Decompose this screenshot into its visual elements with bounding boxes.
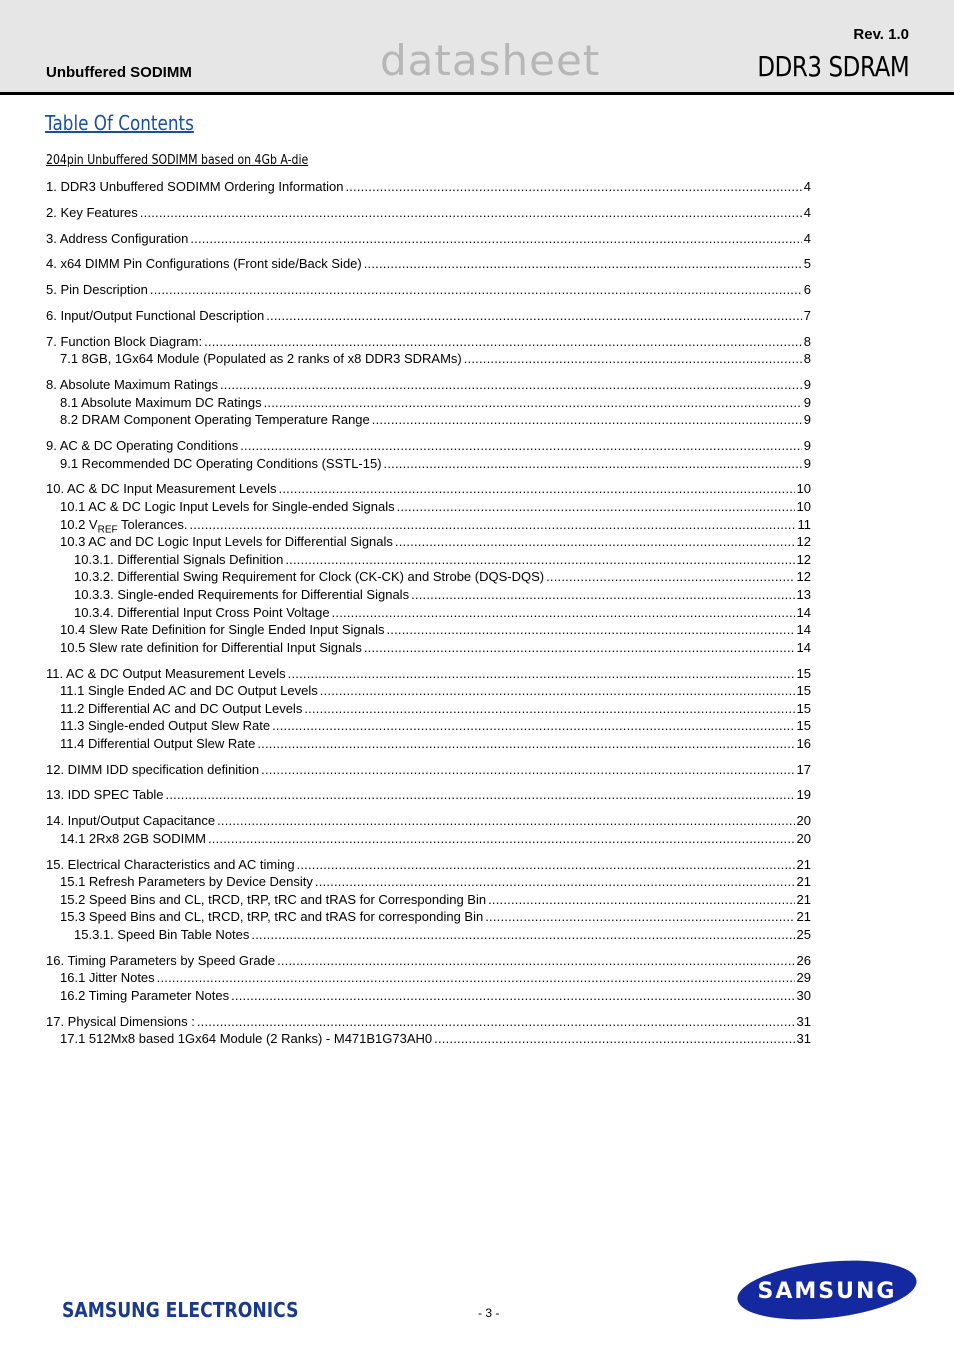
toc-entry-page: 8 (803, 333, 811, 349)
toc-entry-page: 9 (803, 412, 811, 428)
toc-entry-page: 11 (797, 516, 811, 532)
toc-entry-title: 15.2 Speed Bins and CL, tRCD, tRP, tRC and tRAS for Corresponding Bin (60, 891, 487, 907)
toc-entry[interactable] (46, 621, 811, 639)
toc-entry[interactable] (46, 700, 811, 718)
toc-entry[interactable] (46, 455, 811, 473)
product-type-label: Unbuffered SODIMM (46, 64, 192, 81)
toc-entry-title: 17. Physical Dimensions : (46, 1013, 195, 1029)
toc-entry-title: 7.1 8GB, 1Gx64 Module (Populated as 2 ranks of x8 DDR3 SDRAMs) (60, 351, 462, 367)
toc-entry[interactable] (46, 682, 811, 700)
toc-leader (384, 455, 802, 473)
toc-entry[interactable] (46, 178, 811, 196)
toc-entry[interactable] (46, 586, 811, 604)
toc-entry-page: 13 (796, 586, 811, 602)
toc-entry-title: 15.3.1. Speed Bin Table Notes (74, 927, 250, 942)
toc-leader (364, 639, 795, 657)
toc-entry-title: 6. Input/Output Functional Description (46, 307, 265, 323)
toc-entry-title: 15.1 Refresh Parameters by Device Density (60, 874, 313, 890)
toc-entry-title-part: 10.2 V (60, 516, 98, 532)
toc-entry[interactable] (46, 604, 811, 622)
toc-entry-title: 4. x64 DIMM Pin Configurations (Front side/Back Side) (46, 256, 362, 272)
toc-entry[interactable] (46, 830, 811, 848)
toc-entry-page: 6 (803, 282, 811, 298)
logo-text: SAMSUNG (757, 1279, 897, 1304)
toc-entry[interactable] (46, 307, 811, 325)
toc-entry-page: 21 (796, 909, 811, 925)
toc-leader (411, 586, 794, 604)
toc-leader (220, 376, 802, 394)
toc-entry[interactable] (46, 498, 811, 516)
toc-leader (190, 230, 801, 248)
toc-leader (208, 830, 795, 848)
toc-leader (395, 533, 795, 551)
toc-entry[interactable] (46, 812, 811, 830)
toc-entry-page: 15 (796, 683, 811, 699)
toc-entry-page: 25 (796, 927, 811, 942)
toc-entry[interactable] (46, 533, 811, 551)
toc-entry-title: 1. DDR3 Unbuffered SODIMM Ordering Information (46, 179, 344, 194)
toc-entry-page: 21 (796, 891, 811, 907)
toc-leader (266, 307, 802, 325)
toc-leader (157, 969, 795, 987)
toc-entry[interactable] (46, 987, 811, 1005)
toc-entry-page: 15 (796, 665, 811, 681)
toc-entry-page: 29 (796, 970, 811, 986)
toc-entry[interactable] (46, 394, 811, 412)
toc-entry-page: 8 (803, 351, 811, 367)
toc-leader (150, 281, 802, 299)
toc-leader (257, 735, 794, 753)
toc-entry[interactable] (46, 952, 811, 970)
toc-entry-page: 14 (796, 604, 811, 620)
toc-entry-title: 10.4 Slew Rate Definition for Single Ended Input Signals (60, 622, 385, 638)
toc-leader (397, 498, 795, 516)
toc-entry-title: 9.1 Recommended DC Operating Conditions (SSTL-15) (60, 455, 382, 471)
toc-entry[interactable] (46, 480, 811, 498)
toc-leader (485, 908, 794, 926)
toc-entry[interactable] (46, 281, 811, 299)
toc-entry[interactable] (46, 516, 811, 534)
toc-entry-page: 12 (796, 534, 811, 550)
toc-entry-title: 10.3.2. Differential Swing Requirement for Clock (CK-CK) and Strobe (DQS-DQS) (74, 569, 545, 585)
page-header (0, 0, 954, 95)
toc-entry-page: 7 (803, 307, 811, 323)
toc-subtitle[interactable]: 204pin Unbuffered SODIMM based on 4Gb A-die (46, 153, 309, 168)
toc-leader (320, 682, 795, 700)
toc-entry-title: 14.1 2Rx8 2GB SODIMM (60, 830, 206, 846)
toc-entry[interactable] (46, 204, 811, 222)
toc-entry[interactable] (46, 717, 811, 735)
toc-leader (315, 873, 795, 891)
vref-subscript: REF (97, 524, 118, 536)
toc-entry-page: 4 (803, 179, 811, 194)
toc-entry-page: 15 (796, 718, 811, 734)
toc-entry-page: 4 (803, 204, 811, 220)
toc-leader (261, 761, 794, 779)
toc-entry[interactable] (46, 735, 811, 753)
toc-leader (197, 1013, 795, 1031)
toc-entry-page: 31 (796, 1031, 811, 1047)
toc-leader (434, 1030, 794, 1048)
toc-entry[interactable] (46, 551, 811, 569)
toc-leader (264, 394, 802, 412)
toc-entry-page: 10 (796, 481, 811, 497)
datasheet-watermark: datasheet (380, 36, 601, 85)
toc-entry-page: 17 (796, 761, 811, 777)
toc-entry-title: 5. Pin Description (46, 282, 148, 298)
toc-entry[interactable] (46, 969, 811, 987)
toc-leader (204, 333, 802, 351)
page-number: - 3 - (478, 1306, 500, 1320)
toc-leader (288, 665, 795, 683)
toc-entry-title: 2. Key Features (46, 204, 138, 220)
toc-entry-page: 16 (796, 735, 811, 751)
toc-entry-title: 16. Timing Parameters by Speed Grade (46, 952, 276, 968)
toc-entry-title: 11. AC & DC Output Measurement Levels (46, 665, 286, 681)
toc-entry-page: 30 (796, 987, 811, 1003)
toc-leader (277, 952, 794, 970)
toc-leader (488, 891, 794, 909)
toc-entry[interactable] (46, 333, 811, 351)
toc-leader (285, 551, 794, 569)
toc-entry[interactable] (46, 891, 811, 909)
toc-entry-title: 10. AC & DC Input Measurement Levels (46, 481, 277, 497)
toc-entry-title: 16.2 Timing Parameter Notes (60, 987, 230, 1003)
toc-entry-page: 5 (803, 256, 811, 272)
toc-entry[interactable] (46, 926, 811, 944)
toc-entry[interactable] (46, 437, 811, 455)
toc-leader (189, 516, 795, 534)
toc-leader (251, 926, 794, 944)
product-title: DDR3 SDRAM (757, 50, 909, 83)
toc-entry-title: 13. IDD SPEC Table (46, 787, 164, 803)
toc-entry-title: 14. Input/Output Capacitance (46, 813, 216, 829)
toc-leader (304, 700, 794, 718)
toc-entry-title: 9. AC & DC Operating Conditions (46, 438, 239, 454)
toc-entry-title: 11.3 Single-ended Output Slew Rate (60, 718, 271, 734)
toc-entry-page: 14 (796, 639, 811, 655)
toc-leader (546, 568, 794, 586)
table-of-contents (46, 178, 811, 1048)
toc-entry-page: 26 (796, 952, 811, 968)
toc-leader (364, 255, 802, 273)
toc-entry[interactable] (46, 376, 811, 394)
toc-leader (272, 717, 794, 735)
toc-entry-title: 10.3.4. Differential Input Cross Point Voltage (74, 604, 330, 620)
toc-entry[interactable] (46, 568, 811, 586)
toc-entry-page: 12 (796, 551, 811, 567)
toc-entry-page: 21 (796, 856, 811, 872)
toc-entry-title: 7. Function Block Diagram: (46, 333, 203, 349)
toc-leader (372, 411, 802, 429)
toc-entry-title: 15. Electrical Characteristics and AC timing (46, 856, 295, 872)
toc-entry-page: 20 (796, 830, 811, 846)
toc-leader (140, 204, 802, 222)
toc-entry-page: 31 (796, 1013, 811, 1029)
toc-entry-title: 11.2 Differential AC and DC Output Levels (60, 700, 303, 716)
toc-entry[interactable] (46, 908, 811, 926)
toc-entry-title: 11.4 Differential Output Slew Rate (60, 735, 256, 751)
toc-entry[interactable] (46, 1013, 811, 1031)
toc-leader (217, 812, 794, 830)
toc-entry-title: 8.2 DRAM Component Operating Temperature Range (60, 412, 370, 428)
toc-leader (345, 178, 801, 196)
toc-entry-title: 3. Address Configuration (46, 230, 189, 246)
toc-entry-title: 16.1 Jitter Notes (60, 970, 155, 986)
toc-entry-title: 12. DIMM IDD specification definition (46, 761, 260, 777)
toc-entry-page: 9 (803, 377, 811, 393)
toc-entry-page: 9 (803, 394, 811, 410)
toc-entry[interactable] (46, 411, 811, 429)
toc-entry-title: 10.3 AC and DC Logic Input Levels for Differential Signals (60, 534, 393, 550)
toc-entry-page: 20 (796, 813, 811, 829)
toc-entry[interactable] (46, 639, 811, 657)
toc-entry-page: 15 (796, 700, 811, 716)
toc-leader (386, 621, 794, 639)
toc-entry-title: 10.3.1. Differential Signals Definition (74, 551, 284, 567)
toc-entry-page: 14 (796, 622, 811, 638)
revision-label: Rev. 1.0 (853, 26, 909, 43)
toc-leader (240, 437, 802, 455)
toc-entry-title: 17.1 512Mx8 based 1Gx64 Module (2 Ranks) - M471B1G73AH0 (60, 1031, 433, 1047)
samsung-logo (736, 1258, 918, 1322)
toc-entry[interactable] (46, 665, 811, 683)
toc-entry-page: 4 (803, 230, 811, 246)
toc-entry-page: 9 (803, 455, 811, 471)
toc-entry-page: 21 (796, 874, 811, 890)
toc-entry-page: 19 (796, 787, 811, 803)
toc-leader (279, 480, 795, 498)
toc-entry-title: 10.1 AC & DC Logic Input Levels for Single-ended Signals (60, 499, 395, 514)
toc-entry[interactable] (46, 856, 811, 874)
toc-entry-title: 8. Absolute Maximum Ratings (46, 377, 218, 393)
toc-leader (297, 856, 795, 874)
toc-entry[interactable] (46, 786, 811, 804)
toc-leader (332, 604, 795, 622)
toc-title[interactable]: Table Of Contents (45, 111, 194, 135)
toc-leader (166, 786, 795, 804)
toc-entry-title: 10.3.3. Single-ended Requirements for Differential Signals (74, 586, 410, 602)
toc-entry-page: 9 (803, 438, 811, 454)
toc-entry-page: 10 (796, 499, 811, 514)
toc-leader (231, 987, 794, 1005)
toc-entry-title: 10.5 Slew rate definition for Differential Input Signals (60, 639, 362, 655)
toc-leader (464, 350, 802, 368)
company-name: SAMSUNG ELECTRONICS (62, 1298, 299, 1322)
toc-entry-title: 11.1 Single Ended AC and DC Output Levels (60, 683, 318, 699)
toc-entry[interactable] (46, 873, 811, 891)
toc-entry-title: 15.3 Speed Bins and CL, tRCD, tRP, tRC and tRAS for corresponding Bin (60, 909, 484, 925)
toc-entry-title: 8.1 Absolute Maximum DC Ratings (60, 394, 262, 410)
toc-entry-page: 12 (796, 569, 811, 585)
toc-entry[interactable] (46, 1030, 811, 1048)
toc-entry-title-part: Tolerances. (117, 516, 188, 532)
toc-entry[interactable] (46, 230, 811, 248)
toc-entry[interactable] (46, 761, 811, 779)
toc-entry[interactable] (46, 255, 811, 273)
toc-entry[interactable] (46, 350, 811, 368)
